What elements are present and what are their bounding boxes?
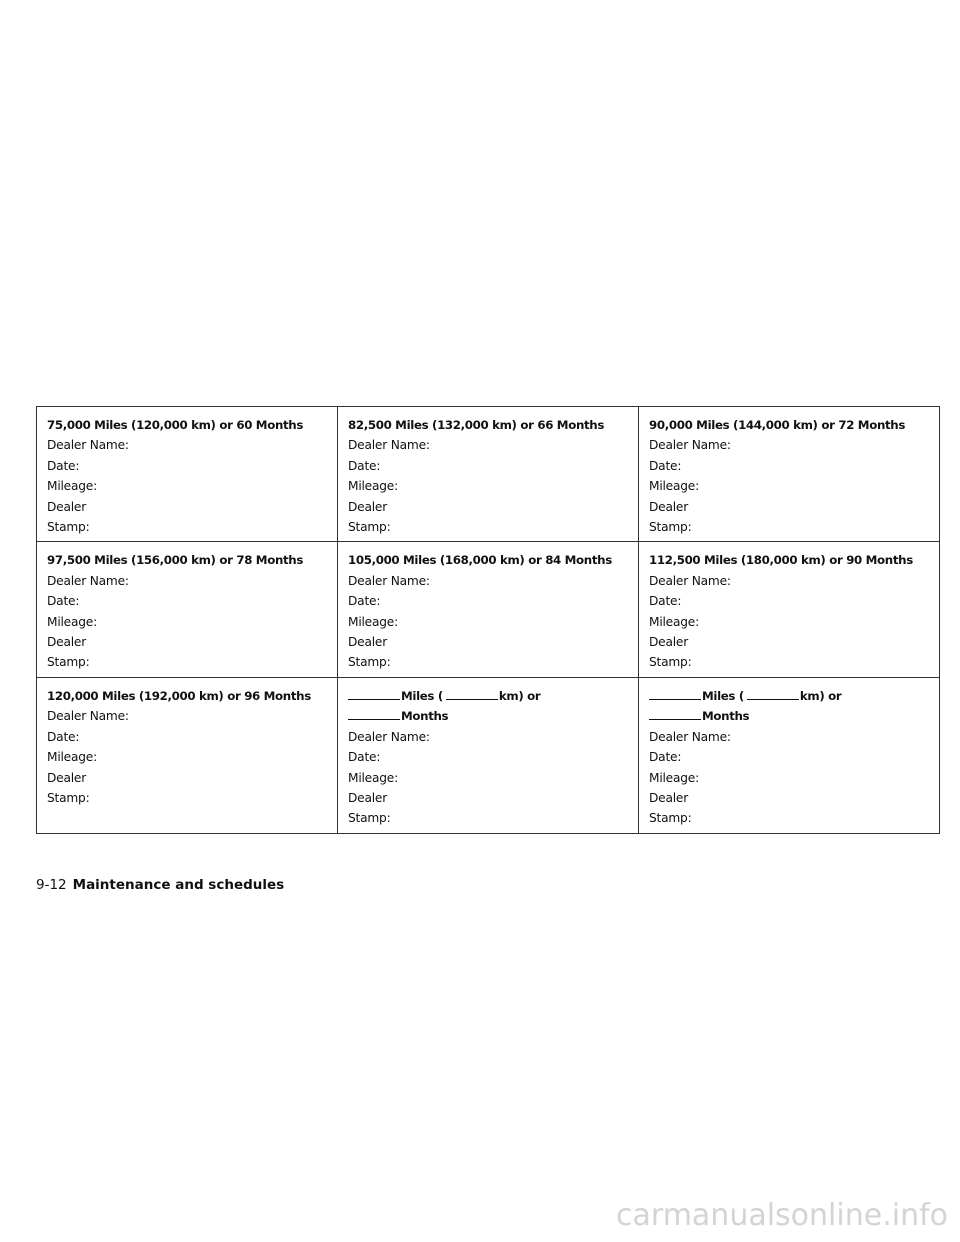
date-label: Date: [649,750,682,765]
stamp-label: Stamp: [649,811,692,826]
watermark: carmanualsonline.info [616,1198,948,1233]
dealer-name-label: Dealer Name: [348,438,430,453]
maintenance-entry-75000 [37,407,338,542]
dealer-name-label: Dealer Name: [47,709,129,724]
stamp-label: Stamp: [47,520,90,535]
mileage-label: Mileage: [47,479,97,494]
dealer-name-label: Dealer Name: [649,729,731,744]
maintenance-entry-97500 [37,542,338,677]
date-label: Date: [47,729,80,744]
km-text: km) or [799,688,842,703]
dealer-label: Dealer [649,499,689,514]
dealer-label: Dealer [47,499,87,514]
date-label: Date: [47,594,80,609]
maintenance-entry-105000 [338,542,639,677]
km-blank-line [747,687,799,700]
entry-heading: 97,500 Miles (156,000 km) or 78 Months [47,553,304,568]
months-blank-line [348,707,400,720]
miles-blank-line [348,687,400,700]
page-footer [36,875,284,895]
miles-blank-line [649,687,701,700]
entry-heading-blank-months [348,706,634,726]
date-label: Date: [348,750,381,765]
stamp-label: Stamp: [348,655,391,670]
dealer-label: Dealer [348,790,388,805]
dealer-label: Dealer [47,770,87,785]
dealer-label: Dealer [348,499,388,514]
table-row [37,542,940,677]
entry-heading: 112,500 Miles (180,000 km) or 90 Months [649,553,913,568]
dealer-name-label: Dealer Name: [47,573,129,588]
mileage-label: Mileage: [348,770,398,785]
miles-text: Miles ( [401,688,443,703]
miles-text: Miles ( [702,688,744,703]
stamp-label: Stamp: [348,520,391,535]
table-row [37,677,940,833]
dealer-name-label: Dealer Name: [348,729,430,744]
page-number: 9-12 [36,877,67,893]
mileage-label: Mileage: [47,614,97,629]
dealer-label: Dealer [649,635,689,650]
mileage-label: Mileage: [649,479,699,494]
stamp-label: Stamp: [649,520,692,535]
entry-heading-blank [348,686,634,706]
dealer-name-label: Dealer Name: [47,438,129,453]
km-blank-line [446,687,498,700]
date-label: Date: [348,594,381,609]
stamp-label: Stamp: [348,811,391,826]
maintenance-entry-custom-2 [639,677,940,833]
dealer-name-label: Dealer Name: [348,573,430,588]
maintenance-log-table [36,406,940,834]
date-label: Date: [649,458,682,473]
maintenance-entry-custom-1 [338,677,639,833]
section-title: Maintenance and schedules [72,877,285,893]
maintenance-entry-82500 [338,407,639,542]
entry-heading: 120,000 Miles (192,000 km) or 96 Months [47,688,311,703]
entry-heading-blank-months [649,706,935,726]
date-label: Date: [649,594,682,609]
dealer-label: Dealer [649,790,689,805]
km-text: km) or [498,688,541,703]
stamp-label: Stamp: [649,655,692,670]
entry-heading: 82,500 Miles (132,000 km) or 66 Months [348,418,605,432]
entry-heading: 105,000 Miles (168,000 km) or 84 Months [348,553,612,568]
stamp-label: Stamp: [47,655,90,670]
maintenance-entry-120000 [37,677,338,833]
entry-heading: 90,000 Miles (144,000 km) or 72 Months [649,418,906,432]
months-blank-line [649,707,701,720]
mileage-label: Mileage: [649,614,699,629]
months-text: Months [401,709,449,724]
mileage-label: Mileage: [348,614,398,629]
stamp-label: Stamp: [47,790,90,805]
dealer-name-label: Dealer Name: [649,573,731,588]
dealer-label: Dealer [47,635,87,650]
mileage-label: Mileage: [47,750,97,765]
entry-heading-blank [649,686,935,706]
mileage-label: Mileage: [649,770,699,785]
months-text: Months [702,709,750,724]
mileage-label: Mileage: [348,479,398,494]
table-row [37,407,940,542]
date-label: Date: [348,458,381,473]
date-label: Date: [47,458,80,473]
maintenance-entry-112500 [639,542,940,677]
maintenance-entry-90000 [639,407,940,542]
dealer-name-label: Dealer Name: [649,438,731,453]
entry-heading: 75,000 Miles (120,000 km) or 60 Months [47,418,304,432]
dealer-label: Dealer [348,635,388,650]
